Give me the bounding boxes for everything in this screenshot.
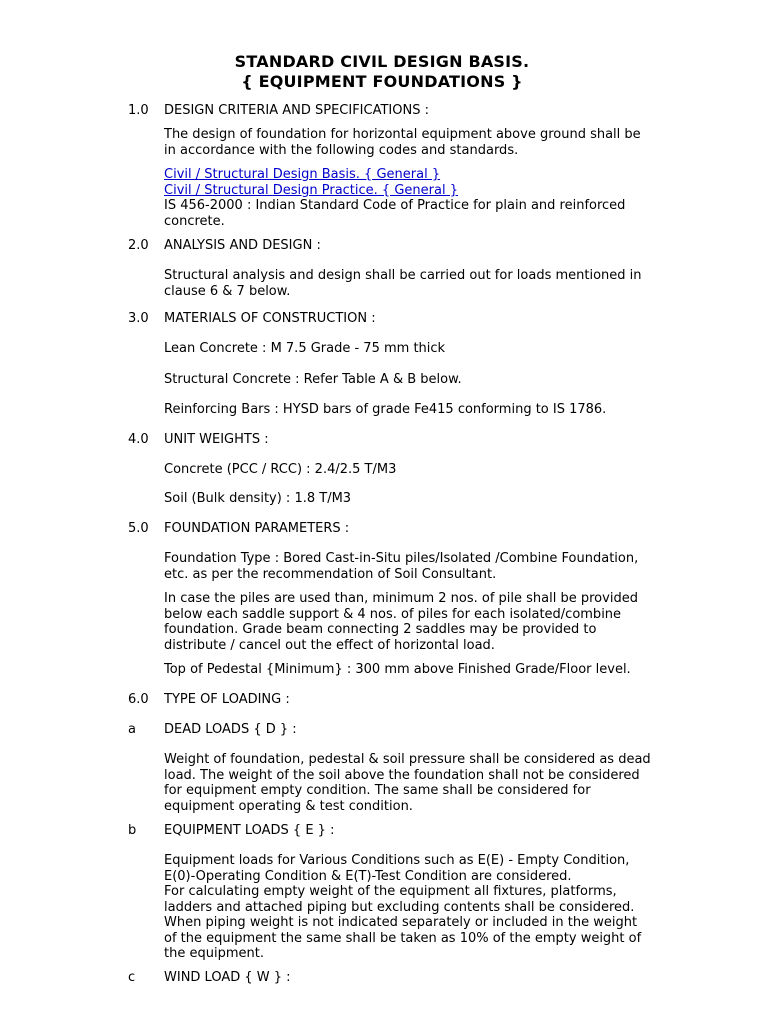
structural-concrete-text: Structural Concrete : Refer Table A & B below. [164, 372, 462, 387]
reinforcing-bars-text: Reinforcing Bars : HYSD bars of grade Fe415 conforming to IS 1786. [164, 402, 607, 417]
text-line: in accordance with the following codes and standards. [164, 142, 519, 158]
concrete-weight-text: Concrete (PCC / RCC) : 2.4/2.5 T/M3 [164, 462, 397, 477]
text-line: concrete. [164, 213, 225, 229]
piles-text [164, 591, 684, 653]
section-number: 4.0 [128, 432, 149, 447]
text-line: ladders and attached piping but excluding contents shall be considered. [164, 899, 635, 915]
text-line: etc. as per the recommendation of Soil Consultant. [164, 566, 497, 582]
text-line: Structural analysis and design shall be carried out for loads mentioned in [164, 268, 642, 283]
text-line: Weight of foundation, pedestal & soil pressure shall be considered as dead [164, 752, 651, 767]
text-line: Foundation Type : Bored Cast-in-Situ piles/Isolated /Combine Foundation, [164, 551, 639, 566]
subsection-letter: a [128, 722, 136, 737]
text-line: for equipment empty condition. The same shall be considered for [164, 783, 591, 798]
pedestal-text: Top of Pedestal {Minimum} : 300 mm above Finished Grade/Floor level. [164, 662, 631, 677]
document-subtitle: { EQUIPMENT FOUNDATIONS } [241, 72, 523, 91]
section-number: 3.0 [128, 311, 149, 326]
section-title: MATERIALS OF CONSTRUCTION : [164, 311, 376, 326]
section-number: 2.0 [128, 238, 149, 253]
text-line: equipment operating & test condition. [164, 798, 413, 814]
section-title: ANALYSIS AND DESIGN : [164, 238, 321, 253]
section-number: 6.0 [128, 692, 149, 707]
equipment-loads-text [164, 853, 684, 962]
section-title: DESIGN CRITERIA AND SPECIFICATIONS : [164, 103, 429, 118]
text-line: below each saddle support & 4 nos. of piles for each isolated/combine [164, 606, 622, 622]
section-title: FOUNDATION PARAMETERS : [164, 521, 350, 536]
section-number: 1.0 [128, 103, 149, 118]
text-line: The design of foundation for horizontal equipment above ground shall be [164, 127, 641, 142]
text-line: clause 6 & 7 below. [164, 283, 291, 299]
foundation-type-text [164, 551, 684, 582]
text-line: When piping weight is not indicated separately or included in the weight [164, 915, 638, 930]
subsection-title: WIND LOAD { W } : [164, 970, 291, 985]
lean-concrete-text: Lean Concrete : M 7.5 Grade - 75 mm thick [164, 341, 446, 356]
section-2-text [164, 268, 684, 299]
text-line: IS 456-2000 : Indian Standard Code of Practice for plain and reinforced [164, 198, 626, 213]
subsection-title: DEAD LOADS { D } : [164, 722, 297, 737]
section-number: 5.0 [128, 521, 149, 536]
section-title: TYPE OF LOADING : [164, 692, 290, 707]
text-line: Equipment loads for Various Conditions such as E(E) - Empty Condition, [164, 853, 630, 868]
section-1-intro [164, 127, 684, 158]
subsection-letter: c [128, 970, 136, 985]
section-title: UNIT WEIGHTS : [164, 432, 269, 447]
text-line: In case the piles are used than, minimum 2 nos. of pile shall be provided [164, 591, 638, 606]
text-line: E(0)-Operating Condition & E(T)-Test Condition are considered. [164, 868, 572, 884]
text-line: the equipment. [164, 946, 264, 961]
text-line: distribute / cancel out the effect of horizontal load. [164, 637, 495, 653]
reference-links [164, 167, 684, 229]
soil-weight-text: Soil (Bulk density) : 1.8 T/M3 [164, 491, 352, 506]
text-line: For calculating empty weight of the equipment all fixtures, platforms, [164, 884, 617, 899]
text-line: of the equipment the same shall be taken as 10% of the empty weight of [164, 930, 642, 946]
text-line: load. The weight of the soil above the foundation shall not be considered [164, 767, 640, 783]
document-title: STANDARD CIVIL DESIGN BASIS. [234, 52, 530, 71]
civil-design-basis-link[interactable]: Civil / Structural Design Basis. { General } [164, 167, 441, 182]
text-line: foundation. Grade beam connecting 2 saddles may be provided to [164, 622, 597, 637]
dead-loads-text [164, 752, 684, 814]
subsection-letter: b [128, 823, 137, 838]
subsection-title: EQUIPMENT LOADS { E } : [164, 823, 335, 838]
civil-design-practice-link[interactable]: Civil / Structural Design Practice. { General } [164, 182, 458, 198]
